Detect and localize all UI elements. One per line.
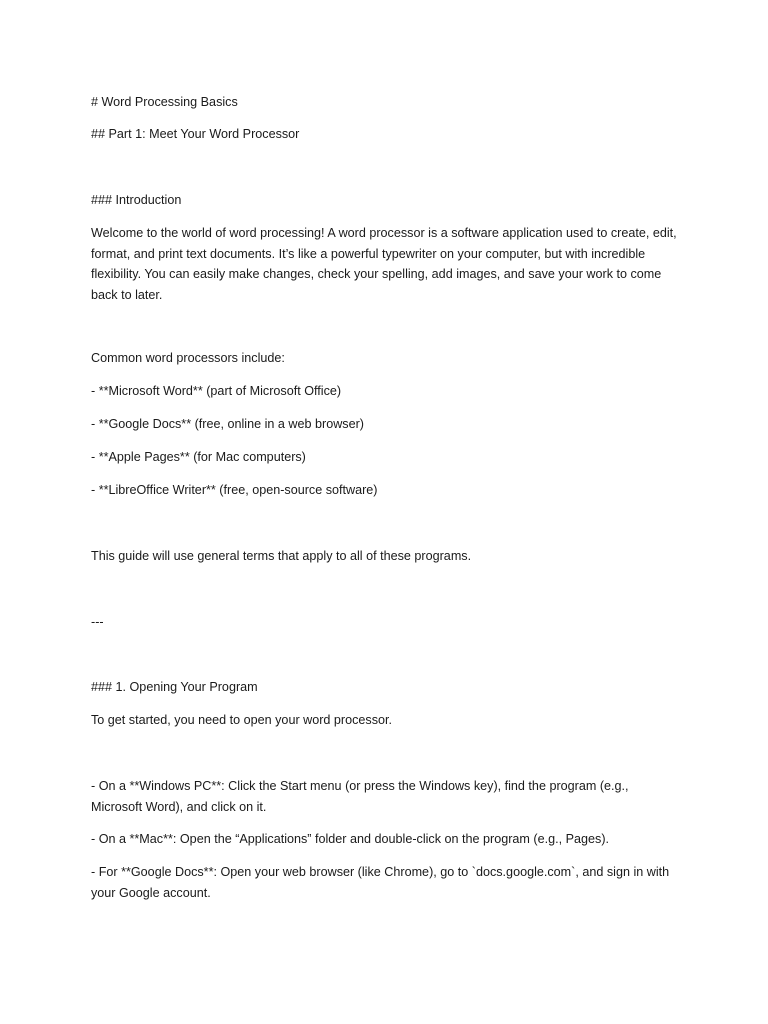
part-heading: ## Part 1: Meet Your Word Processor (91, 127, 300, 141)
list-item-google-docs: - **Google Docs** (free, online in a web browser) (91, 417, 364, 431)
list-item-microsoft-word: - **Microsoft Word** (part of Microsoft Office) (91, 384, 342, 398)
step-google-docs: - For **Google Docs**: Open your web browser (like Chrome), go to `docs.google.com`, and sign in with your Google account. (91, 865, 670, 900)
section-separator: --- (91, 615, 104, 629)
step-windows-pc: - On a **Windows PC**: Click the Start menu (or press the Windows key), find the program (e.g., Microsoft Word), and click on it. (91, 779, 629, 814)
list-item-libreoffice-writer: - **LibreOffice Writer** (free, open-source software) (91, 483, 378, 497)
document-title: # Word Processing Basics (91, 95, 238, 109)
list-item-apple-pages: - **Apple Pages** (for Mac computers) (91, 450, 306, 464)
opening-program-intro: To get started, you need to open your word processor. (91, 713, 393, 727)
introduction-heading: ### Introduction (91, 193, 182, 207)
opening-program-heading: ### 1. Opening Your Program (91, 680, 258, 694)
guide-note: This guide will use general terms that apply to all of these programs. (91, 549, 472, 563)
step-mac: - On a **Mac**: Open the “Applications” folder and double-click on the program (e.g., Pages). (91, 832, 610, 846)
introduction-paragraph: Welcome to the world of word processing! A word processor is a software application used to create, edit, format, and print text documents. It’s like a powerful typewriter on your computer, but with incredible flexibility. You can easily make changes, check your spelling, add images, and save your work to come back to later. (91, 226, 677, 303)
common-processors-intro: Common word processors include: (91, 351, 285, 365)
